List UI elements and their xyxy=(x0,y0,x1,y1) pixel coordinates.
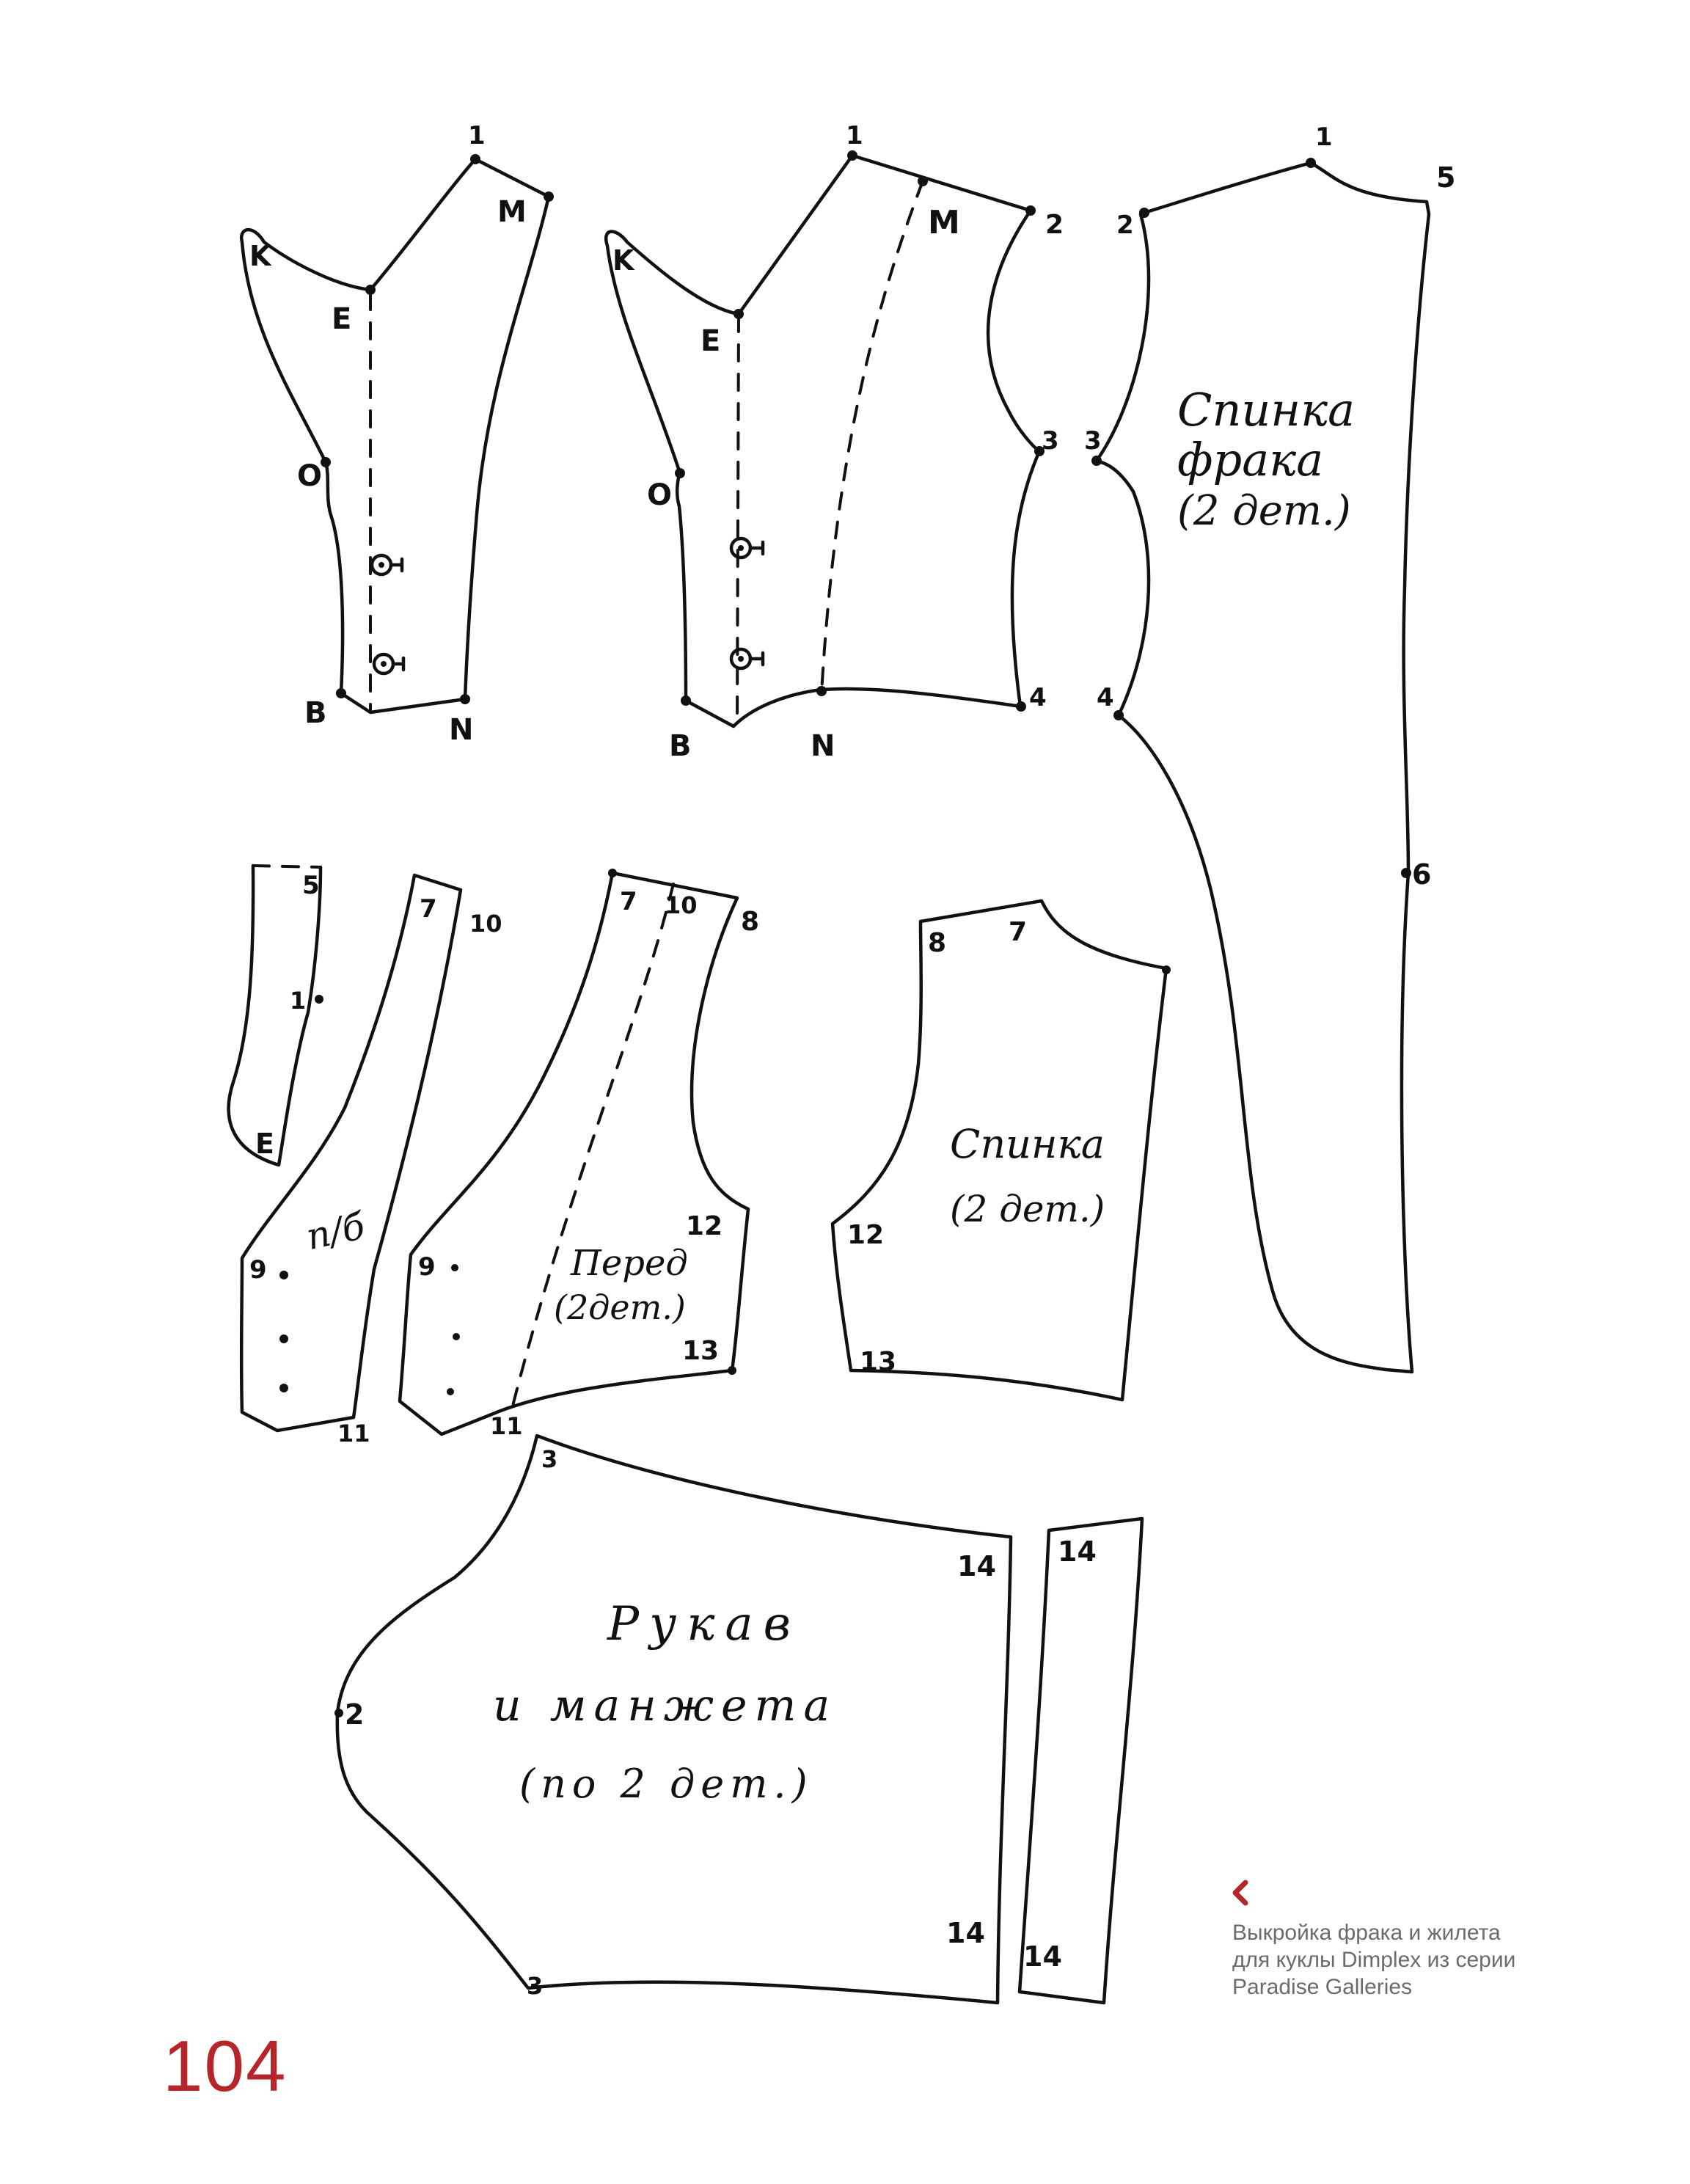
point-label-14: 14 xyxy=(957,1550,996,1582)
point-label-B: B xyxy=(669,729,692,763)
point-label-2: 2 xyxy=(1045,210,1064,240)
point-label-2: 2 xyxy=(345,1698,365,1731)
sleeve-title-line3: (по 2 дет.) xyxy=(519,1761,813,1807)
cuff-piece xyxy=(1020,1519,1142,2003)
point-label-1: 1 xyxy=(290,987,307,1015)
vest-facing-title: п/б xyxy=(302,1204,369,1259)
point-label-N: N xyxy=(449,713,474,747)
point-label-7: 7 xyxy=(420,894,437,924)
sleeve-title-line2: и манжета xyxy=(493,1680,838,1731)
vest-front-title-line1: Перед xyxy=(571,1243,688,1284)
point-label-K: K xyxy=(612,244,634,277)
point-label-E: E xyxy=(332,302,352,336)
point-label-9: 9 xyxy=(418,1252,436,1282)
tailcoat-front-piece xyxy=(606,150,1045,726)
point-label-11: 11 xyxy=(337,1420,370,1447)
point-label-14: 14 xyxy=(946,1917,985,1949)
point-label-9: 9 xyxy=(249,1255,267,1285)
point-label-B: B xyxy=(304,696,327,730)
sleeve-title-line1: Рукав xyxy=(607,1597,801,1651)
point-label-O: O xyxy=(297,459,323,493)
point-label-5: 5 xyxy=(1436,161,1456,194)
vest-back-title-line1: Спинка xyxy=(950,1121,1105,1167)
button-icon xyxy=(731,649,763,668)
point-label-10: 10 xyxy=(665,891,698,919)
point-label-3: 3 xyxy=(541,1445,558,1473)
button-icon xyxy=(374,654,403,673)
point-label-4: 4 xyxy=(1097,683,1114,712)
tailcoat-back-title-line1: Спинка xyxy=(1177,383,1356,437)
figure-caption xyxy=(1232,1919,1540,2001)
point-label-E: E xyxy=(255,1128,274,1160)
chevron-left-icon xyxy=(1226,1878,1256,1907)
point-label-11: 11 xyxy=(490,1412,523,1440)
point-label-1: 1 xyxy=(846,121,863,150)
point-label-3: 3 xyxy=(527,1972,544,2000)
point-label-4: 4 xyxy=(1029,683,1047,712)
caption-line: для куклы Dimplex из серии xyxy=(1232,1948,1516,1972)
point-label-N: N xyxy=(811,729,835,763)
point-label-12: 12 xyxy=(847,1220,885,1250)
point-label-13: 13 xyxy=(682,1336,720,1366)
point-label-7: 7 xyxy=(1009,917,1028,947)
point-label-12: 12 xyxy=(686,1211,723,1241)
point-label-13: 13 xyxy=(860,1347,897,1377)
vest-front-title-line2: (2дет.) xyxy=(554,1288,686,1327)
point-label-M: M xyxy=(928,204,960,241)
button-icon xyxy=(372,555,402,574)
point-label-5: 5 xyxy=(302,871,320,900)
caption-line: Выкройка фрака и жилета xyxy=(1232,1921,1501,1945)
tailcoat-back-title-line3: (2 дет.) xyxy=(1177,487,1351,535)
vest-back-title-line2: (2 дет.) xyxy=(950,1188,1105,1230)
point-label-O: O xyxy=(647,478,673,512)
point-label-10: 10 xyxy=(469,910,502,938)
tailcoat-front-small-piece xyxy=(241,154,554,712)
point-label-3: 3 xyxy=(1084,426,1102,456)
point-label-14: 14 xyxy=(1023,1940,1062,1973)
point-label-E: E xyxy=(700,324,721,358)
point-label-2: 2 xyxy=(1116,211,1134,240)
point-label-1: 1 xyxy=(1315,123,1333,152)
point-label-K: K xyxy=(249,240,271,272)
tailcoat-back-title-line2: фрака xyxy=(1177,433,1324,486)
point-label-3: 3 xyxy=(1042,426,1059,456)
page-number: 104 xyxy=(163,2026,288,2106)
point-label-14: 14 xyxy=(1058,1535,1097,1568)
point-label-8: 8 xyxy=(928,928,947,958)
point-label-1: 1 xyxy=(468,121,486,150)
caption-line: Paradise Galleries xyxy=(1232,1975,1413,1999)
point-label-M: M xyxy=(497,195,527,229)
facing-strip-piece xyxy=(229,866,323,1165)
point-label-6: 6 xyxy=(1412,858,1432,891)
button-icon xyxy=(731,538,763,558)
point-label-8: 8 xyxy=(741,907,760,937)
point-label-7: 7 xyxy=(620,887,637,916)
